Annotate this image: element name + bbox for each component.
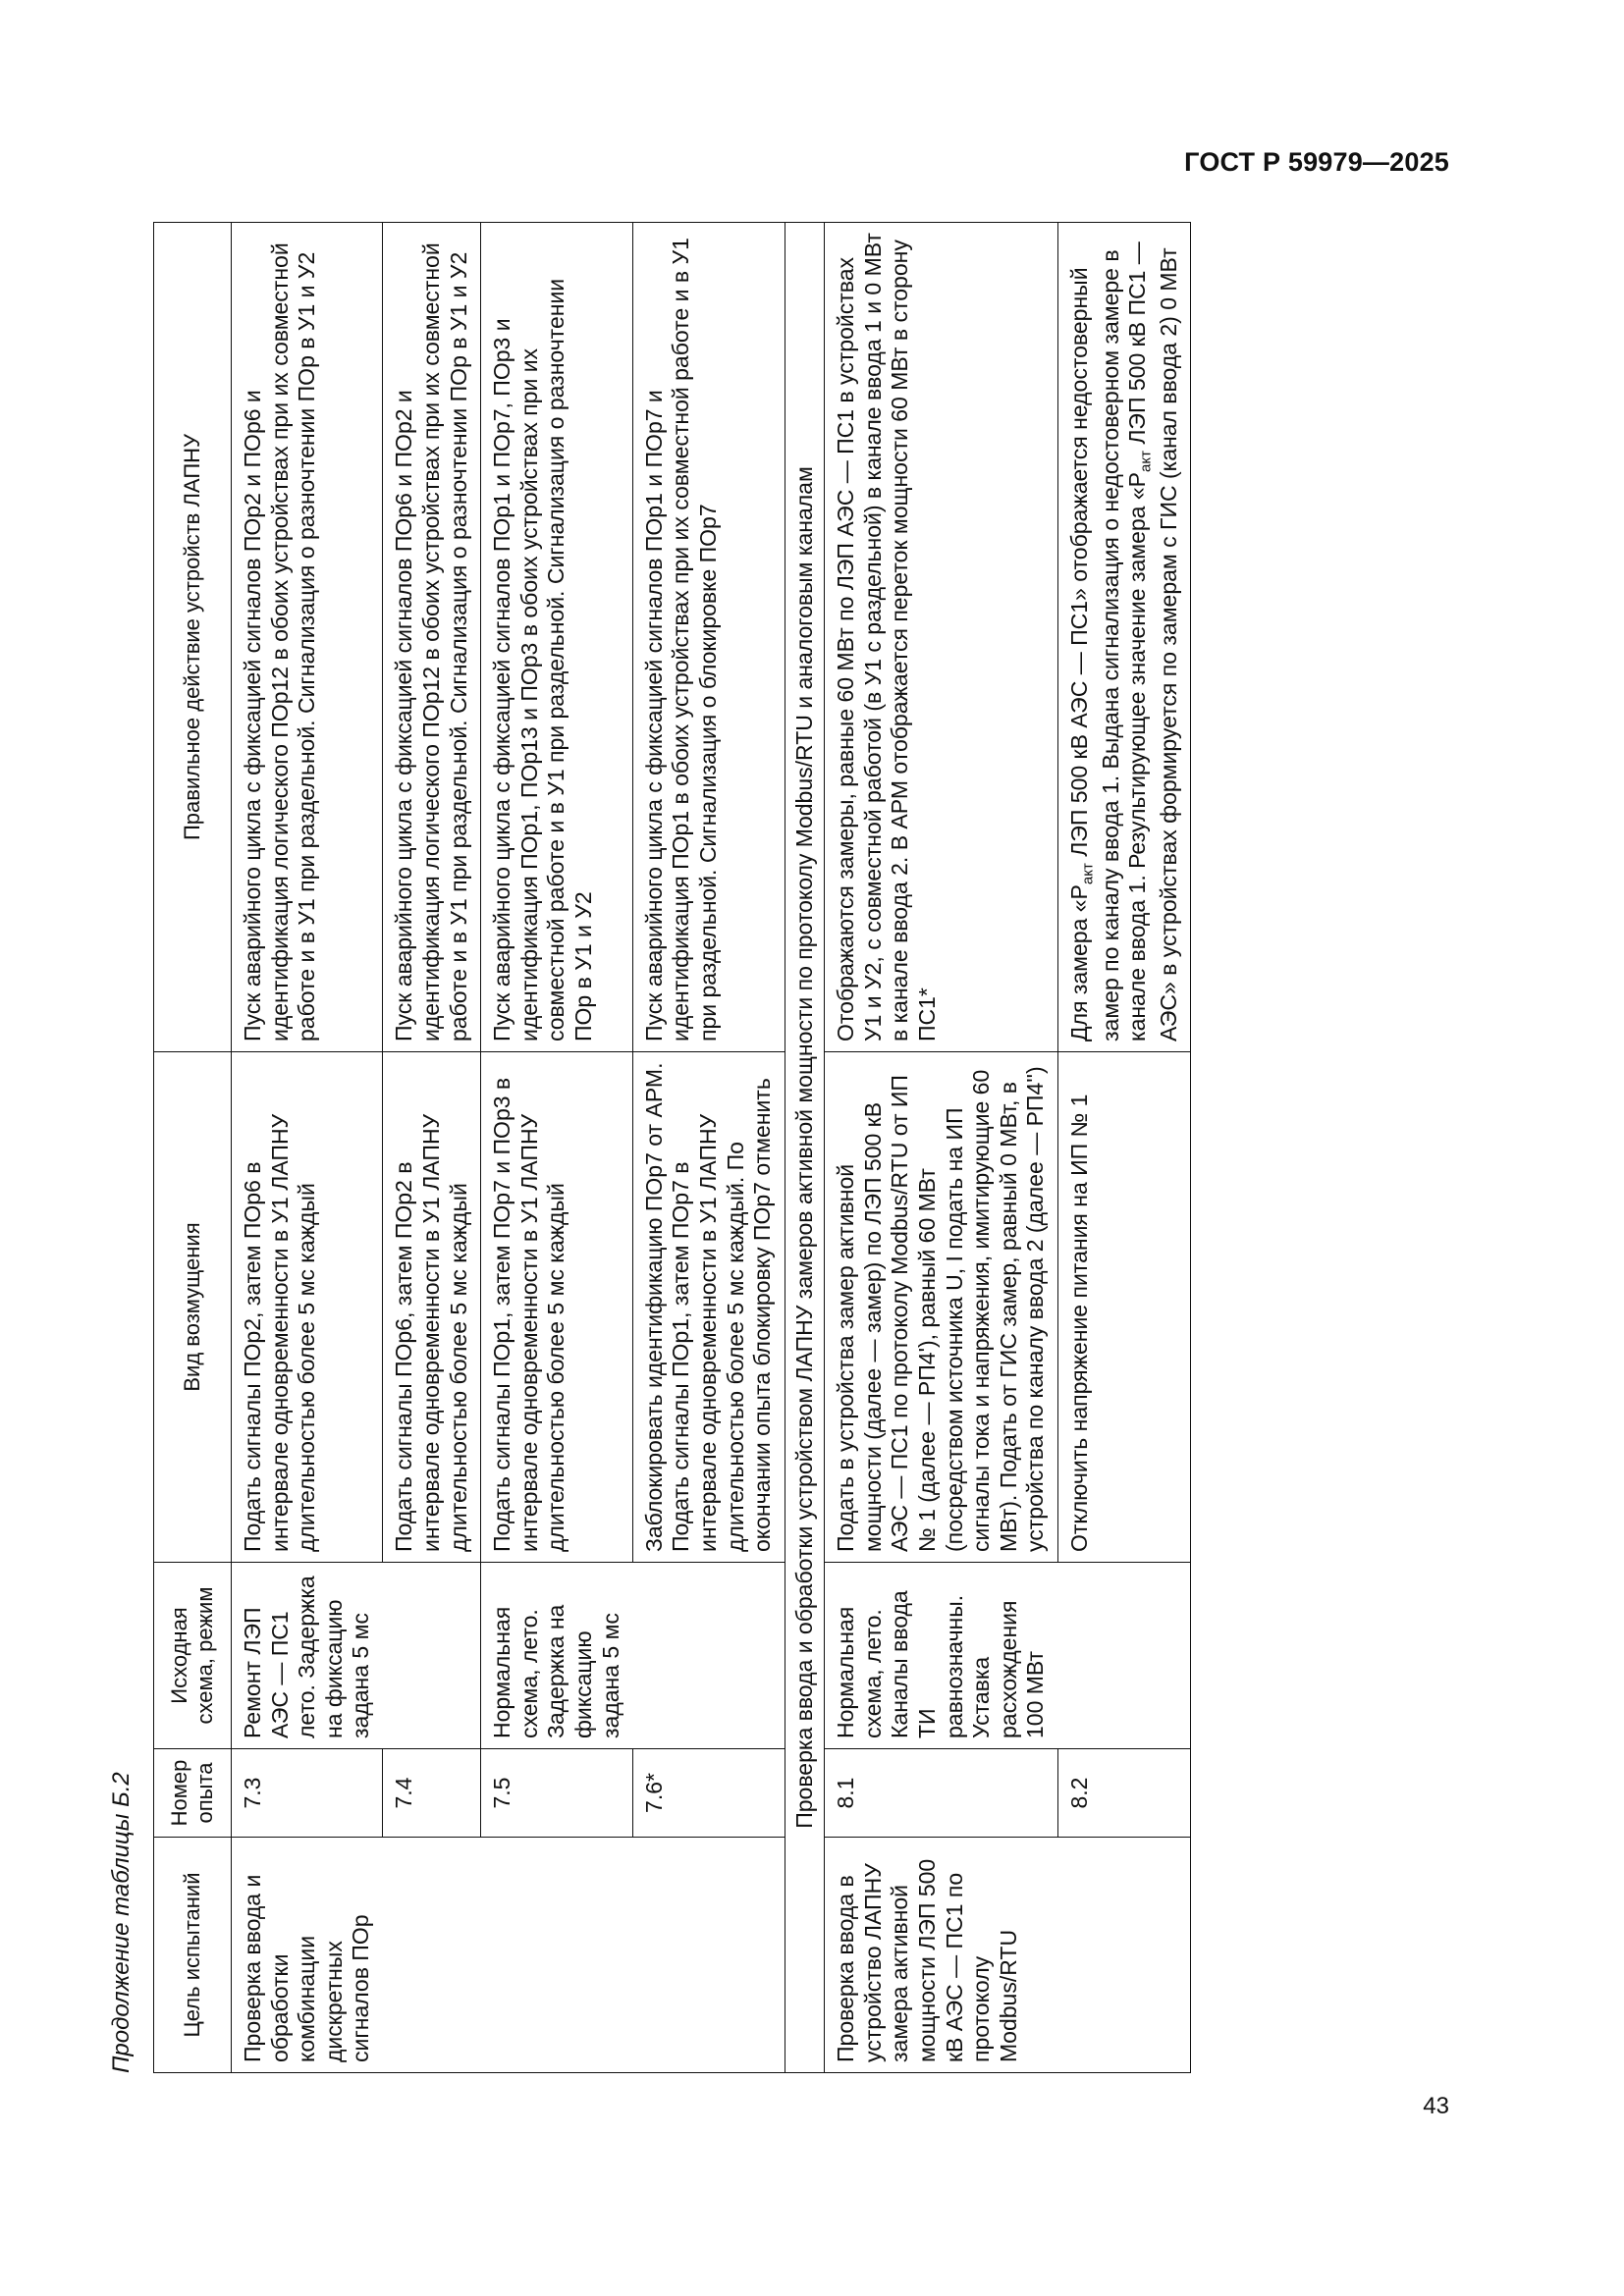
disturb-cell: Заблокировать идентификацию ПОр7 от АРМ. Подать сигналы ПОр1, затем ПОр7 в интервале одновременности в У1 ЛАПНУ длительностью более 5 мс каждый. По окончании опыта блокировку ПОр7 отменить bbox=[632, 1052, 785, 1563]
disturb-cell: Подать сигналы ПОр6, затем ПОр2 в интервале одновременности в У1 ЛАПНУ длительностью более 5 мс каждый bbox=[383, 1052, 481, 1563]
table-caption: Продолжение таблицы Б.2 bbox=[108, 1772, 135, 2073]
goal-cell: Проверка ввода и обработки комбинации дискретных сигналов ПОр bbox=[232, 1838, 383, 2073]
document-code: ГОСТ Р 59979—2025 bbox=[1184, 147, 1449, 177]
goal-cell bbox=[1058, 1838, 1191, 2073]
scheme-cell bbox=[1058, 1563, 1191, 1749]
section-title: Проверка ввода и обработки устройством ЛАПНУ замеров активной мощности по протоколу Modbus/RTU и аналоговым каналам bbox=[785, 223, 825, 2073]
scheme-cell bbox=[383, 1563, 481, 1749]
subscript: акт bbox=[1137, 451, 1155, 472]
goal-cell bbox=[383, 1838, 481, 2073]
col-header-goal: Цель испытаний bbox=[154, 1838, 232, 2073]
rotated-table-area bbox=[108, 223, 1537, 2073]
col-header-action: Правильное действие устройств ЛАПНУ bbox=[154, 223, 232, 1052]
table-row bbox=[232, 223, 383, 2073]
action-cell bbox=[1058, 223, 1191, 1052]
num-cell: 8.1 bbox=[825, 1749, 1058, 1838]
table-row bbox=[1058, 223, 1191, 2073]
action-text-part: ЛЭП 500 кВ АЭС — ПС1» отображается недостоверный замер по каналу ввода 1. Выдана сигнализация о недостоверном замере в канале ввода 1. Результирующее значение замера «P bbox=[1066, 249, 1151, 1041]
action-cell: Пуск аварийного цикла с фиксацией сигналов ПОр6 и ПОр2 и идентификация логического ПОр12 в обоих устройствах при их совместной работе и в У1 при раздельной. Сигнализация о разночтении ПОр в У1 и У2 bbox=[383, 223, 481, 1052]
action-text-part: ЛЭП 500 кВ ПС1 — АЭС» в устройствах формируется по замерам с ГИС (канал ввода 2) 0 МВт bbox=[1124, 241, 1181, 1041]
subscript: акт bbox=[1079, 863, 1097, 885]
goal-cell bbox=[481, 1838, 632, 2073]
col-header-disturb: Вид возмущения bbox=[154, 1052, 232, 1563]
action-text-part: Для замера «P bbox=[1066, 884, 1093, 1041]
scheme-cell bbox=[632, 1563, 785, 1749]
goal-cell: Проверка ввода в устройство ЛАПНУ замера активной мощности ЛЭП 500 кВ АЭС — ПС1 по протоколу Modbus/RTU bbox=[825, 1838, 1058, 2073]
disturb-cell: Подать сигналы ПОр1, затем ПОр7 и ПОр3 в интервале одновременности в У1 ЛАПНУ длительностью более 5 мс каждый bbox=[481, 1052, 632, 1563]
action-cell: Пуск аварийного цикла с фиксацией сигналов ПОр2 и ПОр6 и идентификация логического ПОр12 в обоих устройствах при их совместной работе и в У1 при раздельной. Сигнализация о разночтении ПОр в У1 и У2 bbox=[232, 223, 383, 1052]
col-header-scheme: Исходная схема, режим bbox=[154, 1563, 232, 1749]
disturb-cell: Подать в устройства замер активной мощности (далее — замер) по ЛЭП 500 кВ АЭС — ПС1 по протоколу Modbus/RTU от ИП № 1 (далее — РП4'), равный 60 МВт (посредством источника U, I подать на ИП сигналы тока и напряжения, имитирующие 60 МВт). Подать от ГИС замер, равный 0 МВт, в устройства по каналу ввода 2 (далее — РП4'') bbox=[825, 1052, 1058, 1563]
table-row bbox=[825, 223, 1058, 2073]
table-row bbox=[481, 223, 632, 2073]
scheme-cell: Ремонт ЛЭП АЭС — ПС1 лето. Задержка на фиксацию задана 5 мс bbox=[232, 1563, 383, 1749]
disturb-cell: Подать сигналы ПОр2, затем ПОр6 в интервале одновременности в У1 ЛАПНУ длительностью более 5 мс каждый bbox=[232, 1052, 383, 1563]
table-row bbox=[383, 223, 481, 2073]
scheme-cell: Нормальная схема, лето. Каналы ввода ТИ равнозначны. Уставка расхождения 100 МВт bbox=[825, 1563, 1058, 1749]
num-cell: 7.3 bbox=[232, 1749, 383, 1838]
disturb-cell: Отключить напряжение питания на ИП № 1 bbox=[1058, 1052, 1191, 1563]
col-header-num: Номер опыта bbox=[154, 1749, 232, 1838]
test-table bbox=[153, 222, 1191, 2073]
num-cell: 8.2 bbox=[1058, 1749, 1191, 1838]
action-cell: Пуск аварийного цикла с фиксацией сигналов ПОр1 и ПОр7 и идентификация ПОр1 в обоих устройствах при их совместной работе и в У1 при раздельной. Сигнализация о блокировке ПОр7 bbox=[632, 223, 785, 1052]
goal-cell bbox=[632, 1838, 785, 2073]
action-cell: Отображаются замеры, равные 60 МВт по ЛЭП АЭС — ПС1 в устройствах У1 и У2, с совместной работой (в У1 с раздельной) в канале ввода 1 и 0 МВт в канале ввода 2. В АРМ отображается переток мощности 60 МВт в сторону ПС1* bbox=[825, 223, 1058, 1052]
scheme-cell: Нормальная схема, лето. Задержка на фиксацию задана 5 мс bbox=[481, 1563, 632, 1749]
num-cell: 7.4 bbox=[383, 1749, 481, 1838]
header-row bbox=[154, 223, 232, 2073]
section-row bbox=[785, 223, 825, 2073]
num-cell: 7.6* bbox=[632, 1749, 785, 1838]
table-row bbox=[632, 223, 785, 2073]
page-number: 43 bbox=[1423, 2093, 1449, 2119]
action-cell: Пуск аварийного цикла с фиксацией сигналов ПОр1 и ПОр7, ПОр3 и идентификация ПОр1, ПОр13 и ПОр3 в обоих устройствах при их совместной работе и в У1 при раздельной. Сигнализация о разночтении ПОр в У1 и У2 bbox=[481, 223, 632, 1052]
num-cell: 7.5 bbox=[481, 1749, 632, 1838]
